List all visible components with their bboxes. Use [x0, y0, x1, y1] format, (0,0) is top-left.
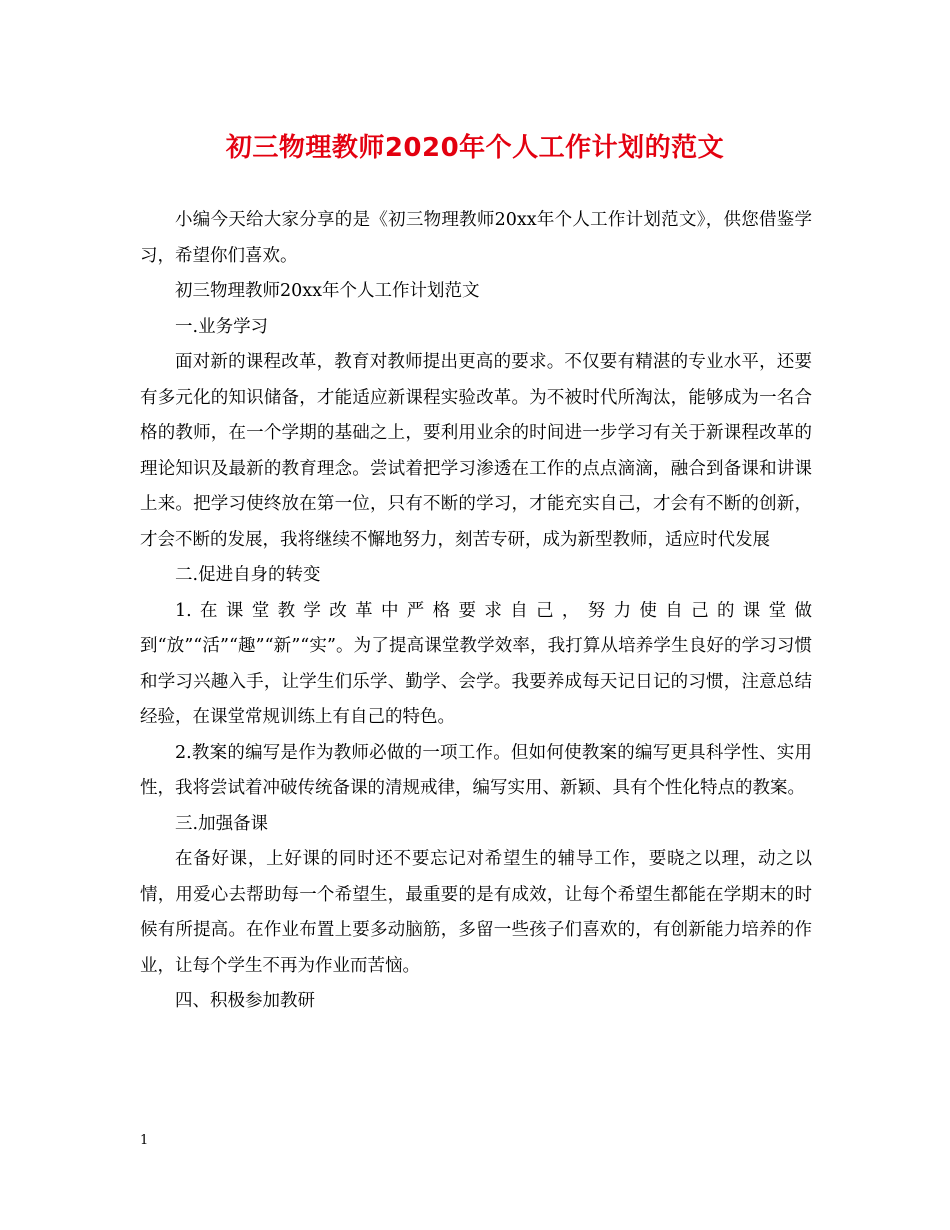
section-heading-business-study: 一.业务学习: [175, 316, 269, 337]
self-change-item-1: 1.在课堂教学改革中严格要求自己，努力使自己的课堂做到“放”“活”“趣”“新”“实”。为了提高课堂教学效率，我打算从培养学生良好的学习习惯和学习兴趣入手，让学生们乐学、勤学、会学。我要养成每天记日记的习惯，注意总结经验，在课堂常规训练上有自己的特色。: [140, 600, 812, 727]
page-number: 1: [140, 1133, 149, 1148]
document-title: 初三物理教师2020年个人工作计划的范文: [225, 133, 725, 163]
section-heading-self-change: 二.促进自身的转变: [175, 565, 321, 585]
business-study-paragraph: 面对新的课程改革，教育对教师提出更高的要求。不仅要有精湛的专业水平，还要有多元化的知识储备，才能适应新课程实验改革。为不被时代所淘汰，能够成为一名合格的教师，在一个学期的基础之上，要利用业余的时间进一步学习有关于新课程改革的理论知识及最新的教育理念。尝试着把学习渗透在工作的点点滴滴，融合到备课和讲课上来。把学习使终放在第一位，只有不断的学习，才能充实自己，才会有不断的创新，才会不断的发展，我将继续不懈地努力，刻苦专研，成为新型教师，适应时代发展: [140, 352, 812, 550]
intro-paragraph: 小编今天给大家分享的是《初三物理教师20xx年个人工作计划范文》，供您借鉴学习，希望你们喜欢。: [140, 210, 812, 266]
document-body: [140, 203, 812, 1020]
subtitle-paragraph: 初三物理教师20xx年个人工作计划范文: [175, 281, 480, 301]
section-heading-research: 四、积极参加教研: [175, 991, 315, 1011]
lesson-prep-paragraph: 在备好课，上好课的同时还不要忘记对希望生的辅导工作，要晓之以理，动之以情，用爱心去帮助每一个希望生，最重要的是有成效，让每个希望生都能在学期末的时候有所提高。在作业布置上要多动脑筋，多留一些孩子们喜欢的，有创新能力培养的作业，让每个学生不再为作业而苦恼。: [140, 849, 812, 976]
section-heading-lesson-prep: 三.加强备课: [175, 813, 269, 834]
self-change-item-2: 2.教案的编写是作为教师必做的一项工作。但如何使教案的编写更具科学性、实用性，我将尝试着冲破传统备课的清规戒律，编写实用、新颖、具有个性化特点的教案。: [140, 742, 812, 798]
